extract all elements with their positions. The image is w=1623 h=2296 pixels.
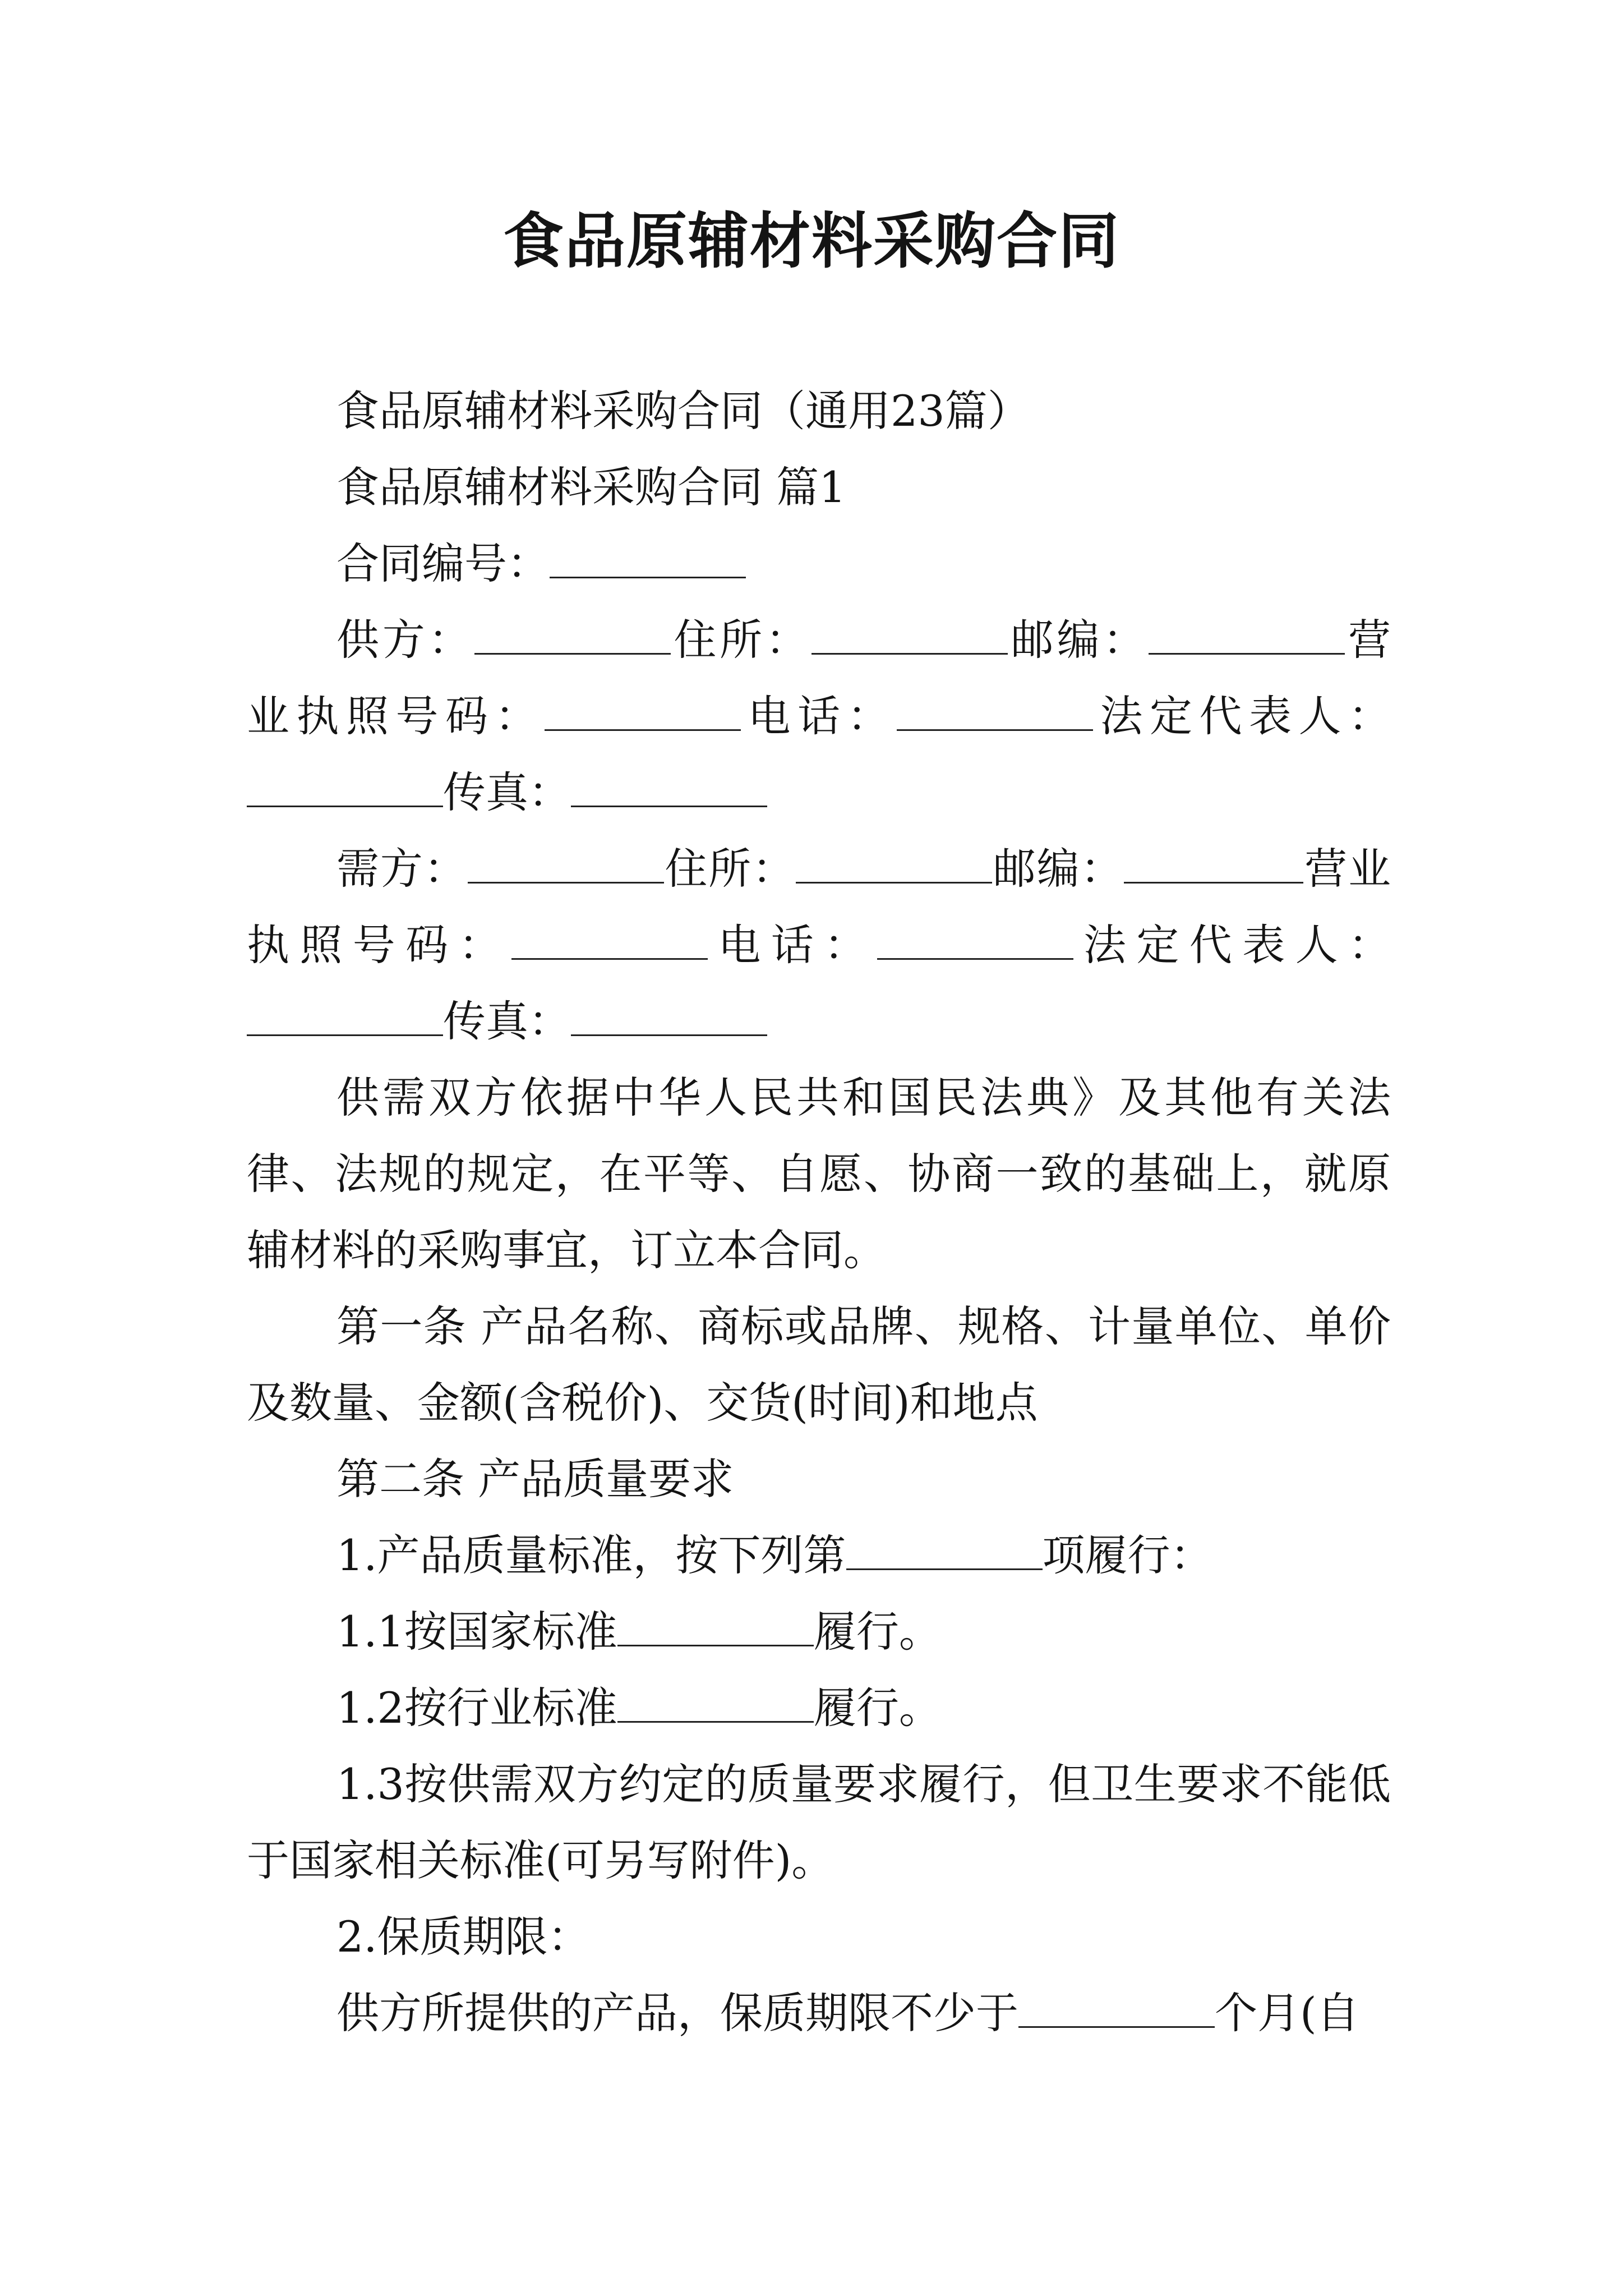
contract-number-blank [550, 543, 746, 578]
quality-standard-item [247, 1517, 1391, 1594]
shelf-life-text: 供方所提供的产品，保质期限不少于 [336, 1988, 1018, 2038]
buyer-legal-rep-blank [247, 1001, 443, 1036]
supplier-legal-rep-label: 法定代表人： [1093, 691, 1391, 741]
national-standard-item [247, 1594, 1391, 1670]
industry-standard-item [247, 1670, 1391, 1746]
article-1: 第一条 产品名称、商标或品牌、规格、计量单位、单价及数量、金额(含税价)、交货(时间)和地点 [247, 1301, 1391, 1428]
buyer-fax-label: 传真： [443, 996, 571, 1046]
buyer-fax-blank [571, 1001, 767, 1036]
supplier-address-label: 住所： [670, 615, 811, 665]
shelf-life-suffix: 个月(自 [1215, 1988, 1359, 2038]
supplier-postcode-label: 邮编： [1007, 615, 1149, 665]
supplier-postcode-blank [1149, 619, 1345, 655]
buyer-postcode-label: 邮编： [992, 844, 1124, 894]
contract-number-line [247, 526, 1391, 602]
contract-number-label: 合同编号： [336, 539, 550, 588]
shelf-life-clause [247, 1975, 1391, 2051]
industry-standard-blank [617, 1687, 814, 1723]
quality-standard-blank [846, 1535, 1043, 1570]
supplier-license-blank [545, 696, 741, 731]
supplier-label: 供方： [336, 615, 474, 665]
buyer-info [247, 831, 1391, 1060]
supplier-license-label: 营业执照号码： [247, 615, 1391, 741]
supplier-legal-rep-blank [247, 772, 443, 807]
buyer-license-label: 营业执照号码： [247, 844, 1391, 970]
national-standard-blank [617, 1611, 814, 1646]
supplier-name-blank [474, 619, 671, 655]
subtitle: 食品原辅材料采购合同（通用23篇） [336, 386, 1030, 436]
buyer-license-blank [511, 924, 708, 960]
industry-standard-text: 1.2按行业标准 [336, 1683, 617, 1733]
buyer-label: 需方： [336, 844, 468, 894]
buyer-legal-rep-label: 法定代表人： [1073, 920, 1391, 970]
supplier-phone-label: 电话： [741, 691, 897, 741]
document-title: 食品原辅材料采购合同 [502, 206, 1120, 277]
industry-standard-suffix: 履行。 [813, 1683, 942, 1733]
article-2-heading: 第二条 产品质量要求 [336, 1454, 734, 1504]
buyer-address-blank [796, 848, 992, 884]
preamble-paragraph: 供需双方依据中华人民共和国民法典》及其他有关法律、法规的规定，在平等、自愿、协商一致的基础上，就原辅材料的采购事宜，订立本合同。 [247, 1073, 1391, 1275]
national-standard-suffix: 履行。 [813, 1607, 942, 1657]
buyer-address-label: 住所： [663, 844, 796, 894]
section-heading: 食品原辅材料采购合同 篇1 [336, 462, 846, 512]
buyer-postcode-blank [1124, 848, 1303, 884]
document-body [247, 373, 1391, 2051]
supplier-fax-label: 传真： [443, 767, 571, 817]
buyer-phone-blank [877, 924, 1073, 960]
supplier-fax-blank [571, 772, 767, 807]
shelf-life-heading: 2.保质期限： [336, 1912, 591, 1962]
national-standard-text: 1.1按国家标准 [336, 1607, 617, 1657]
agreed-standard-item: 1.3按供需双方约定的质量要求履行，但卫生要求不能低于国家相关标准(可另写附件)。 [247, 1759, 1391, 1885]
shelf-life-blank [1018, 1993, 1215, 2028]
quality-standard-text: 1.产品质量标准，按下列第 [336, 1530, 846, 1580]
supplier-info [247, 602, 1391, 831]
buyer-name-blank [468, 848, 664, 884]
buyer-phone-label: 电话： [708, 920, 877, 970]
supplier-phone-blank [897, 696, 1093, 731]
quality-standard-suffix: 项履行： [1042, 1530, 1213, 1580]
supplier-address-blank [811, 619, 1008, 655]
